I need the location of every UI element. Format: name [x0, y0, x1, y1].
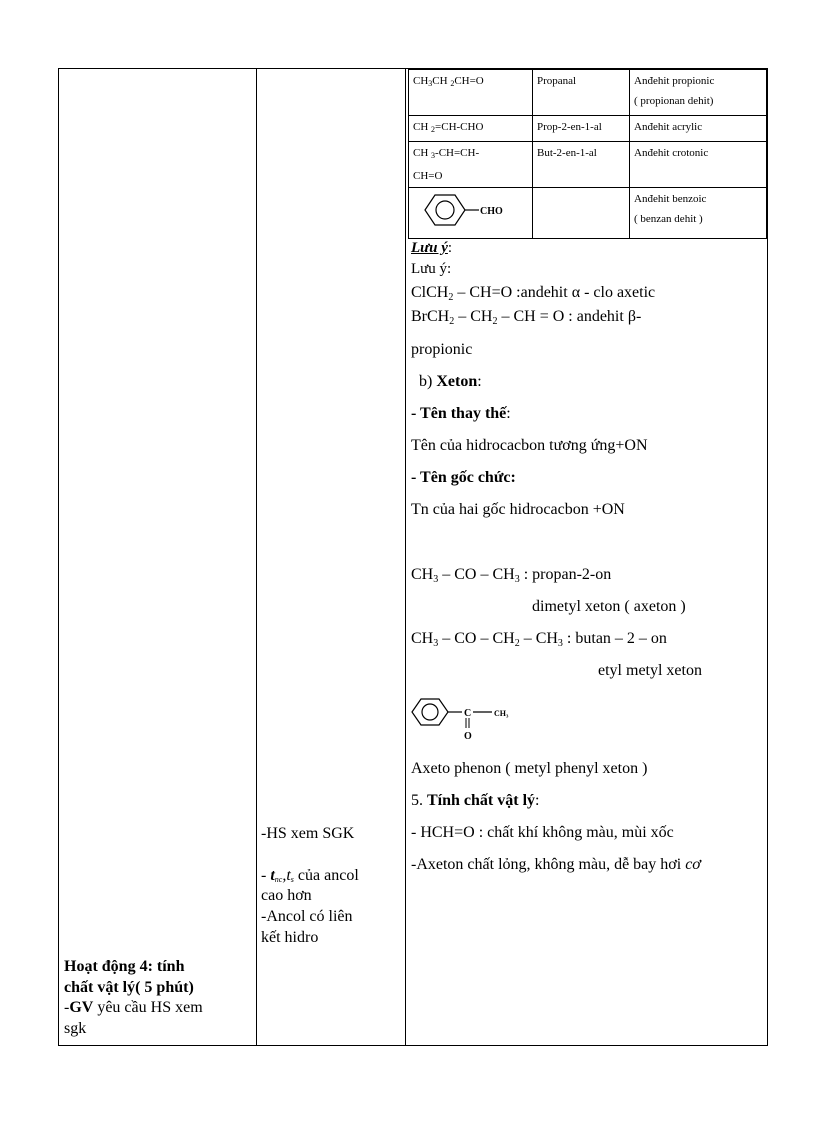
name-cell: But-2-en-1-al: [533, 142, 630, 188]
acetone-common-name: dimetyl xeton ( axeton ): [532, 598, 686, 615]
luu-y-heading: Lưu ý:: [411, 240, 453, 256]
cho-label: CHO: [480, 206, 503, 217]
bromo-aldehyde-line: BrCH$_2$ – $CH_2$ – CH = O : andehit β-: [411, 308, 642, 327]
ket-hidro: kết hidro: [261, 929, 319, 946]
lesson-table: [58, 68, 768, 1046]
common-name-cell: Anđehit crotonic: [630, 142, 767, 188]
table-row: [409, 188, 767, 239]
cao-hon: cao hơn: [261, 887, 312, 904]
tinh-chat-heading: 5. Tính chất vật lý:: [411, 792, 540, 809]
formula-cell: CH 2=CH-CHO: [409, 116, 533, 142]
hs-xem-sgk: -HS xem SGK: [261, 825, 355, 842]
ten-thay-the-heading: - Tên thay thế:: [411, 405, 511, 422]
butanone-formula: $CH_3$ – CO – $CH_2 - CH_3$ : butan – 2 – on: [411, 630, 667, 649]
butanone-common-name: etyl metyl xeton: [598, 662, 702, 679]
axeton-property: -Axeton chất lỏng, không màu, dễ bay hơi cơ: [411, 856, 701, 873]
acetone-formula: $CH_3$ – CO – $CH_3$ : propan-2-on: [411, 566, 612, 585]
ten-goc-chuc-heading: - Tên gốc chức:: [411, 469, 516, 486]
aldehyde-naming-table: [408, 69, 767, 239]
name-cell: Propanal: [533, 70, 630, 116]
gv-instruction: -GV yêu cầu HS xem: [64, 999, 203, 1016]
table-row: [409, 116, 767, 142]
formula-cell: CH 3-CH=CH- CH=O: [409, 142, 533, 188]
hoat-dong-title: Hoạt động 4: tính: [64, 958, 185, 975]
oxygen-label: O: [464, 731, 472, 742]
column-divider-1: [256, 69, 257, 1045]
xeton-heading: b) Xeton:: [419, 373, 482, 390]
sgk-text: sgk: [64, 1020, 87, 1037]
luu-y-text: Lưu ý:: [411, 261, 452, 277]
benzaldehyde-structure: [413, 191, 523, 231]
table-row: [409, 142, 767, 188]
chat-vat-ly-title: chất vật lý( 5 phút): [64, 979, 194, 996]
hcho-property: - HCH=O : chất khí không màu, mùi xốc: [411, 824, 674, 841]
methyl-label: CH₃: [494, 709, 509, 718]
boiling-point-note: - tnc,ts của ancol: [261, 867, 359, 884]
column-divider-2: [405, 69, 406, 1045]
axeto-phenon-text: Axeto phenon ( metyl phenyl xeton ): [411, 760, 648, 777]
common-name-cell: Anđehit benzoic ( benzan dehit ): [630, 188, 767, 239]
acetophenone-structure: [410, 696, 540, 744]
ancol-lien-ket: -Ancol có liên: [261, 908, 353, 925]
propionic-line: propionic: [411, 341, 473, 358]
formula-cell: [409, 188, 533, 239]
carbonyl-c-label: C: [464, 708, 472, 719]
name-cell: Prop-2-en-1-al: [533, 116, 630, 142]
formula-cell: CH3CH 2CH=O: [409, 70, 533, 116]
chloro-aldehyde-line: ClCH$_2$ – CH=O :andehit α - clo axetic: [411, 284, 656, 303]
ten-goc-chuc-text: Tn của hai gốc hidrocacbon +ON: [411, 501, 625, 518]
ten-thay-the-text: Tên của hidrocacbon tương ứng+ON: [411, 437, 648, 454]
name-cell: [533, 188, 630, 239]
common-name-cell: Anđehit propionic ( propionan dehit): [630, 70, 767, 116]
common-name-cell: Anđehit acrylic: [630, 116, 767, 142]
table-row: [409, 70, 767, 116]
